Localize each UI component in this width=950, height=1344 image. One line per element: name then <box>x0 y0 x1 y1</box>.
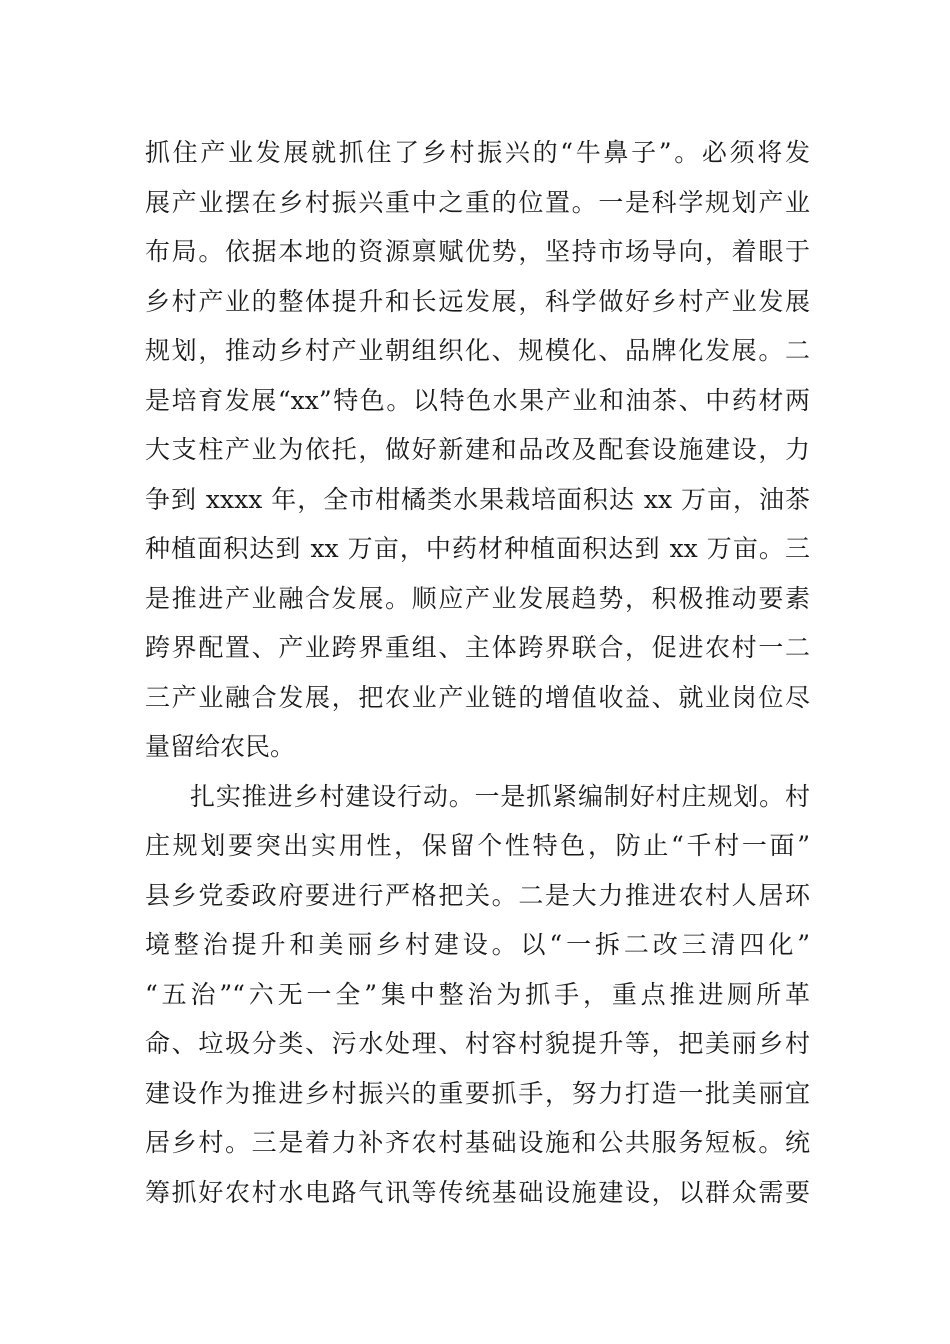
text-line: 是培育发展“xx”特色。以特色水果产业和油茶、中药材两 <box>145 385 810 415</box>
text-line: 筹抓好农村水电路气讯等传统基础设施建设，以群众需要 <box>145 1177 810 1207</box>
text-line: 居乡村。三是着力补齐农村基础设施和公共服务短板。统 <box>145 1128 810 1157</box>
body-text <box>145 128 810 1217</box>
text-line: 县乡党委政府要进行严格把关。二是大力推进农村人居环 <box>145 880 810 910</box>
text-line: 庄规划要突出实用性，保留个性特色，防止“千村一面” <box>145 831 810 860</box>
paragraph-rural-construction <box>145 772 810 1218</box>
text-line: 跨界配置、产业跨界重组、主体跨界联合，促进农村一二 <box>145 633 810 662</box>
text-line: 规划，推动乡村产业朝组织化、规模化、品牌化发展。二 <box>145 336 810 365</box>
text-line: 是推进产业融合发展。顺应产业发展趋势，积极推动要素 <box>145 583 810 613</box>
text-line: 量留给农民。 <box>145 732 296 761</box>
text-line: 建设作为推进乡村振兴的重要抓手，努力打造一批美丽宜 <box>145 1078 810 1108</box>
text-line: 乡村产业的整体提升和长远发展，科学做好乡村产业发展 <box>145 286 810 316</box>
text-line: 大支柱产业为依托，做好新建和品改及配套设施建设，力 <box>145 435 810 464</box>
text-line: 命、垃圾分类、污水处理、村容村貌提升等，把美丽乡村 <box>145 1029 810 1058</box>
paragraph-industry-development <box>145 128 810 772</box>
text-line: 展产业摆在乡村振兴重中之重的位置。一是科学规划产业 <box>145 187 810 217</box>
text-line: 三产业融合发展，把农业产业链的增值收益、就业岗位尽 <box>145 682 810 712</box>
text-line: 抓住产业发展就抓住了乡村振兴的“牛鼻子”。必须将发 <box>145 138 810 167</box>
text-line: 种植面积达到 xx 万亩，中药材种植面积达到 xx 万亩。三 <box>145 534 810 563</box>
text-line: 布局。依据本地的资源禀赋优势，坚持市场导向，着眼于 <box>145 237 810 266</box>
text-line: 争到 xxxx 年，全市柑橘类水果栽培面积达 xx 万亩，油茶 <box>145 484 810 514</box>
text-line: “五治”“六无一全”集中整治为抓手，重点推进厕所革 <box>145 979 810 1009</box>
text-line: 扎实推进乡村建设行动。一是抓紧编制好村庄规划。村 <box>190 781 810 811</box>
text-line: 境整治提升和美丽乡村建设。以“一拆二改三清四化” <box>145 930 810 959</box>
